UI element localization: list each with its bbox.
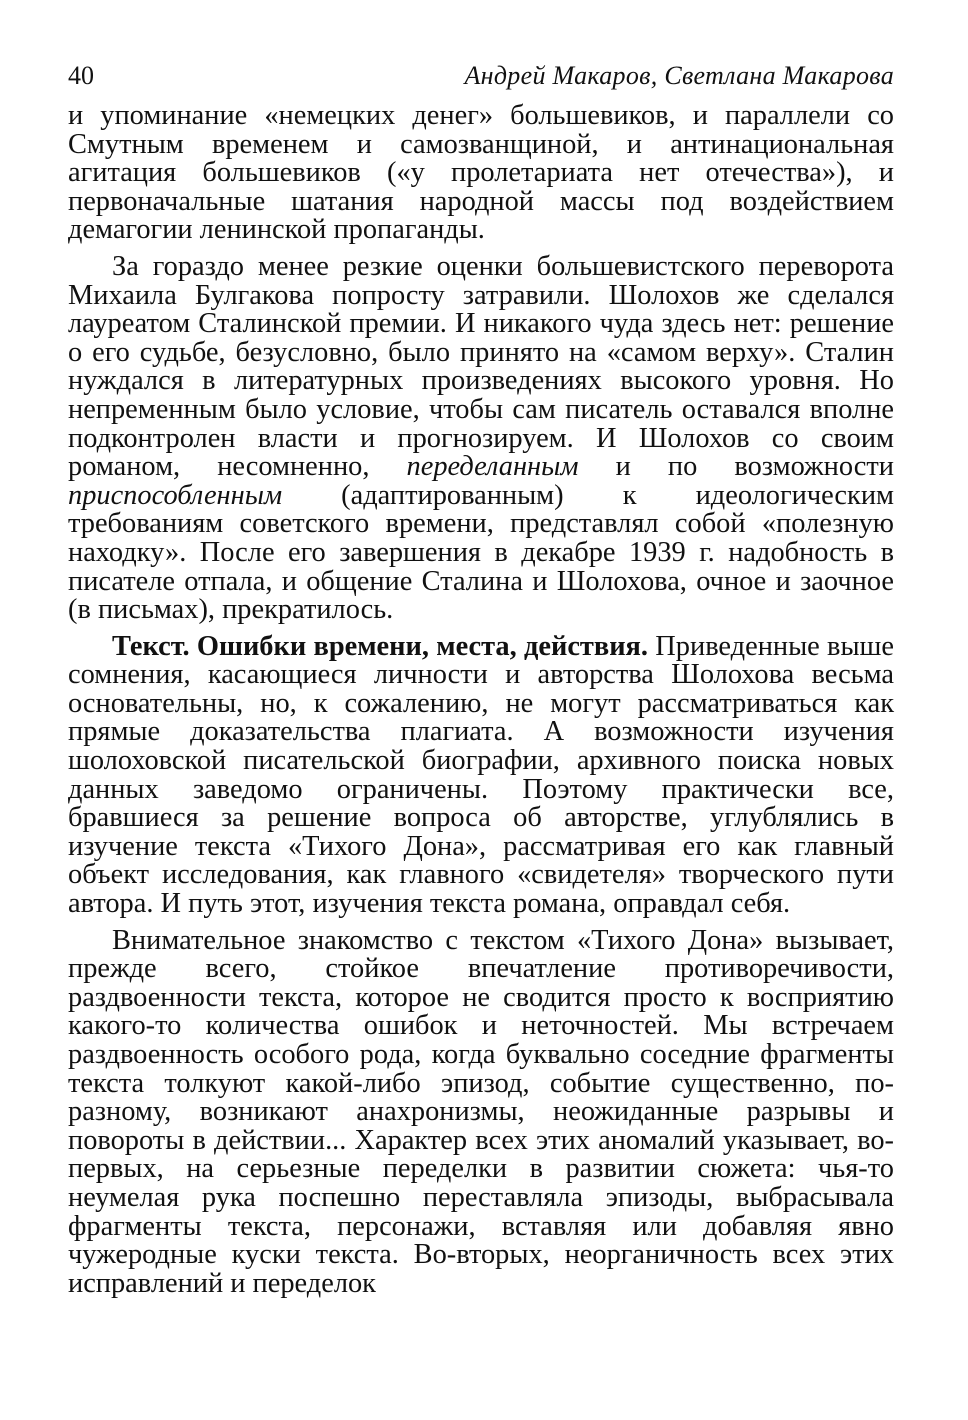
paragraph-text: (адаптированным) к идеологическим требованиям советского времени, представлял собой «полезную находку». После его завершения в декабре 1939 г. надобность в писателе отпала, и общение Сталина и Шолохова, очное и заочное (в письмах), прекратилось. bbox=[68, 479, 894, 626]
page-number: 40 bbox=[68, 61, 94, 90]
paragraph-section-start bbox=[68, 630, 894, 920]
section-heading: Текст. Ошибки времени, места, действия. bbox=[112, 630, 649, 662]
italic-term: переделанным bbox=[406, 451, 579, 483]
italic-term: приспособленным bbox=[68, 479, 283, 511]
page-header bbox=[68, 56, 894, 96]
paragraph-text: Внимательное знакомство с текстом «Тихого Дона» вызывает, прежде всего, стойкое впечатление противоречивости, раздвоенности текста, которое не сводится просто к восприятию какого-то количества ошибок и неточностей. Мы встречаем раздвоенность особого рода, когда буквально соседние фрагменты текста толкуют какой-либо эпизод, событие существенно, по-разному, возникают анахронизмы, неожиданные разрывы и повороты в действии... Характер всех этих аномалий указывает, во-первых, на серьезные переделки в развитии сюжета: чья-то неумелая рука поспешно переставляла эпизоды, выбрасывала фрагменты текста, персонажи, вставляя или добавляя явно чужеродные куски текста. Во-вторых, неорганичность всех этих исправлений и переделок bbox=[68, 924, 894, 1299]
paragraph-text: За гораздо менее резкие оценки большевистского переворота Михаила Булгакова попросту затравили. Шолохов же сделался лауреатом Сталинской премии. И никакого чуда здесь нет: решение о его судьбе, безусловно, было принято на «самом верху». Сталин нуждался в литературных произведениях высокого уровня. Но непременным было условие, чтобы сам писатель оставался вполне подконтролен власти и прогнозируем. И Шолохов со своим романом, несомненно, bbox=[68, 250, 894, 483]
paragraph-analysis bbox=[68, 924, 894, 1299]
paragraph-bulgakov bbox=[68, 250, 894, 626]
book-page bbox=[68, 56, 894, 1306]
running-head: Андрей Макаров, Светлана Макарова bbox=[464, 61, 894, 90]
paragraph-text: и упоминание «немецких денег» большевиков, и параллели со Смутным временем и самозванщиной, и антинациональная агитация большевиков («у пролетариата нет отечества»), и первоначальные шатания народной массы под воздействием демагогии ленинской пропаганды. bbox=[68, 100, 894, 246]
paragraph-continuation bbox=[68, 102, 894, 245]
body-text bbox=[68, 102, 894, 1298]
paragraph-text: Приведенные выше сомнения, касающиеся личности и авторства Шолохова весьма основательны, но, к сожалению, не могут рассматриваться как прямые доказательства плагиата. А возможности изучения шолоховской писательской биографии, архивного поиска новых данных заведомо ограничены. Поэтому практически все, бравшиеся за решение вопроса об авторстве, углублялись в изучение текста «Тихого Дона», рассматривая его как главный объект исследования, как главного «свидетеля» творческого пути автора. И путь этот, изучения текста романа, оправдал себя. bbox=[68, 630, 894, 920]
paragraph-text: и по возможности bbox=[615, 451, 894, 483]
